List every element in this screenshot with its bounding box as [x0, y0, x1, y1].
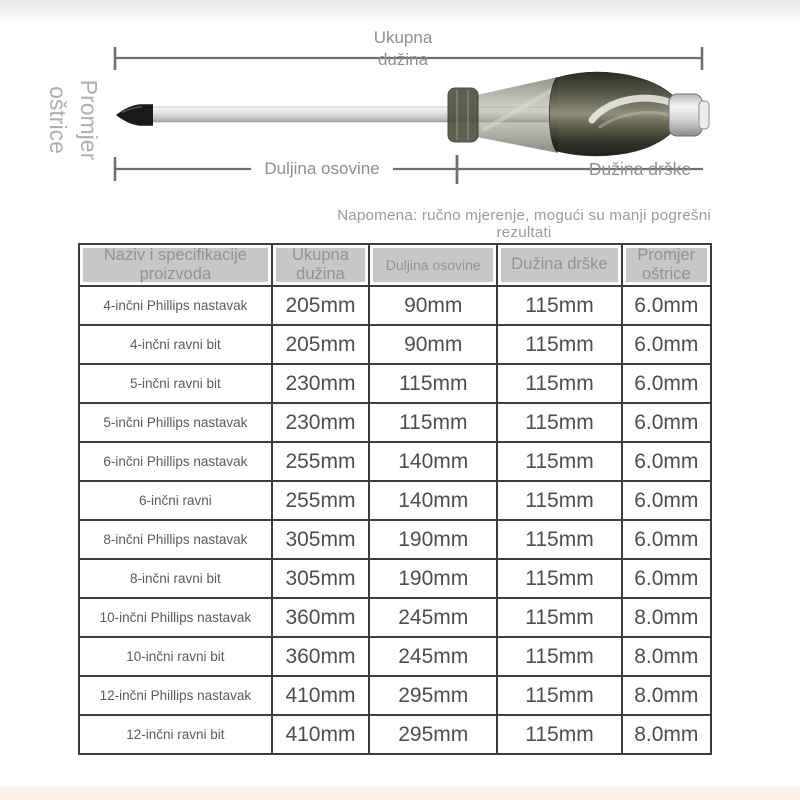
table-row: [80, 558, 710, 597]
label-handle-length: Dužina drške: [588, 159, 692, 179]
total-length-cell: 230mm: [271, 365, 368, 402]
table-body: [80, 285, 710, 753]
shaft-length-cell: 190mm: [368, 521, 496, 558]
shaft-length-cell: 245mm: [368, 638, 496, 675]
handle-length-cell: 115mm: [496, 326, 620, 363]
total-length-cell: 360mm: [271, 599, 368, 636]
total-length-cell: 305mm: [271, 560, 368, 597]
product-name-cell: 4-inčni Phillips nastavak: [103, 298, 248, 313]
shaft-length-cell: 140mm: [368, 443, 496, 480]
handle-length-cell: 115mm: [496, 443, 620, 480]
table-row: [80, 285, 710, 324]
blade-diameter-cell: 6.0mm: [621, 365, 710, 402]
product-name-cell: 10-inčni Phillips nastavak: [99, 610, 252, 625]
handle-length-cell: 115mm: [496, 638, 620, 675]
handle-length-cell: 115mm: [496, 716, 620, 753]
product-name-cell: 8-inčni ravni bit: [129, 571, 221, 586]
handle-length-cell: 115mm: [496, 365, 620, 402]
total-length-cell: 360mm: [271, 638, 368, 675]
table-row: [80, 714, 710, 753]
handle-cone: [477, 77, 558, 153]
label-shaft-length: Duljina osovine: [251, 157, 393, 181]
product-name-cell: 5-inčni ravni bit: [129, 376, 221, 391]
shaft-length-cell: 140mm: [368, 482, 496, 519]
table-header: [80, 245, 710, 285]
product-name-cell: 12-inčni ravni bit: [126, 727, 225, 742]
total-length-cell: 205mm: [271, 326, 368, 363]
table-row: [80, 363, 710, 402]
header-row: [80, 245, 710, 285]
table-row: [80, 402, 710, 441]
blade-diameter-cell: 6.0mm: [621, 287, 710, 324]
spec-table: [78, 243, 712, 755]
product-name-cell: 12-inčni Phillips nastavak: [99, 688, 252, 703]
blade-diameter-cell: 8.0mm: [621, 677, 710, 714]
total-length-cell: 255mm: [271, 443, 368, 480]
table-row: [80, 675, 710, 714]
handle-length-cell: 115mm: [496, 287, 620, 324]
table-row: [80, 636, 710, 675]
label-blade-diameter: Promjer oštrice: [44, 79, 102, 161]
table-row: [80, 324, 710, 363]
blade-diameter-cell: 6.0mm: [621, 521, 710, 558]
product-name-cell: 8-inčni Phillips nastavak: [103, 532, 248, 547]
header-product-name: Naziv i specifikacije proizvoda: [80, 245, 271, 285]
handle-length-cell: 115mm: [496, 599, 620, 636]
shaft-length-cell: 115mm: [368, 365, 496, 402]
product-name-cell: 6-inčni ravni: [139, 493, 212, 508]
total-length-cell: 205mm: [271, 287, 368, 324]
shaft-length-cell: 245mm: [368, 599, 496, 636]
measurement-note: Napomena: ručno mjerenje, mogući su manji pogrešni rezultati: [337, 207, 711, 241]
header-handle-length: Dužina drške: [496, 245, 620, 285]
end-cap: [669, 94, 702, 136]
header-blade-diameter: Promjer oštrice: [621, 245, 710, 285]
handle-length-cell: 115mm: [496, 521, 620, 558]
handle-length-cell: 115mm: [496, 560, 620, 597]
blade-diameter-cell: 8.0mm: [621, 599, 710, 636]
blade-diameter-cell: 6.0mm: [621, 443, 710, 480]
shaft-length-cell: 295mm: [368, 716, 496, 753]
product-name-cell: 5-inčni Phillips nastavak: [103, 415, 248, 430]
blade-diameter-cell: 6.0mm: [621, 482, 710, 519]
total-length-cell: 230mm: [271, 404, 368, 441]
blade-diameter-cell: 8.0mm: [621, 638, 710, 675]
blade-diameter-cell: 8.0mm: [621, 716, 710, 753]
total-length-cell: 255mm: [271, 482, 368, 519]
product-name-cell: 6-inčni Phillips nastavak: [103, 454, 248, 469]
handle-length-cell: 115mm: [496, 482, 620, 519]
bolster-ring: [448, 88, 478, 142]
table-row: [80, 480, 710, 519]
bottom-accent-band: [0, 787, 800, 800]
blade-diameter-cell: 6.0mm: [621, 326, 710, 363]
total-length-cell: 305mm: [271, 521, 368, 558]
shaft-length-cell: 190mm: [368, 560, 496, 597]
product-name-cell: 4-inčni ravni bit: [129, 337, 221, 352]
table-row: [80, 597, 710, 636]
total-length-cell: 410mm: [271, 716, 368, 753]
blade-diameter-cell: 6.0mm: [621, 404, 710, 441]
table-row: [80, 519, 710, 558]
end-cap-knob: [699, 101, 709, 129]
screwdriver-photo: [116, 72, 709, 156]
handle-length-cell: 115mm: [496, 677, 620, 714]
header-total-length: Ukupna dužina: [271, 245, 368, 285]
screwdriver-dimension-diagram: [0, 0, 800, 240]
table-row: [80, 441, 710, 480]
product-name-cell: 10-inčni ravni bit: [126, 649, 225, 664]
shaft-length-cell: 90mm: [368, 326, 496, 363]
blade-diameter-cell: 6.0mm: [621, 560, 710, 597]
shaft-length-cell: 90mm: [368, 287, 496, 324]
handle-length-cell: 115mm: [496, 404, 620, 441]
shaft-length-cell: 295mm: [368, 677, 496, 714]
header-shaft-length: Duljina osovine: [368, 245, 496, 285]
total-length-cell: 410mm: [271, 677, 368, 714]
label-total-length: Ukupna dužina: [373, 28, 433, 70]
shaft-length-cell: 115mm: [368, 404, 496, 441]
